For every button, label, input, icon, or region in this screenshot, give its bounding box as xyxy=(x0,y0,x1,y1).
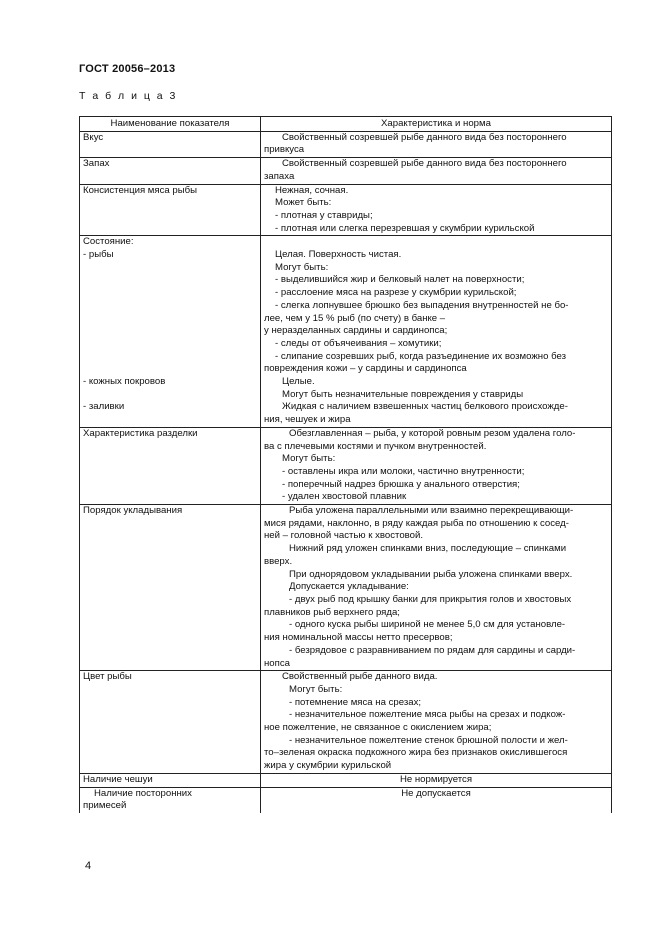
text-line: Нежная, сочная. xyxy=(275,184,349,196)
text-line: вверх. xyxy=(264,555,293,567)
text-line: - расслоение мяса на разрезе у скумбрии курильской; xyxy=(275,287,517,299)
row-color-name: Цвет рыбы xyxy=(80,671,261,774)
text-line: ней – головной частью к хвостовой. xyxy=(264,530,424,542)
row-consistency xyxy=(80,184,612,236)
text-line: При однорядовом укладывании рыба уложена спинками вверх. xyxy=(289,568,573,580)
condition-sub-skin: - кожных покровов xyxy=(83,375,166,387)
text-line: Наличие посторонних xyxy=(94,787,192,799)
row-taste xyxy=(80,131,612,157)
condition-sub-fish: - рыбы xyxy=(83,249,114,261)
text-line: Нижний ряд уложен спинками вниз, последующие – спинками xyxy=(289,543,567,555)
text-line: жира у скумбрии курильской xyxy=(264,760,392,772)
table-header-row xyxy=(80,117,612,132)
row-cutting xyxy=(80,427,612,504)
text-line: - удален хвостовой плавник xyxy=(282,491,407,503)
row-smell-name: Запах xyxy=(80,158,261,184)
row-condition-value xyxy=(261,236,612,428)
text-line: - безрядовое с разравниванием по рядам для сардины и сарди- xyxy=(289,644,576,656)
text-line: Могут быть: xyxy=(282,453,336,465)
row-impurities-name xyxy=(80,787,261,813)
row-scales-name: Наличие чешуи xyxy=(80,773,261,787)
text-line: Свойственный созревшей рыбе данного вида без постороннего xyxy=(282,131,567,143)
text-line: у неразделанных сардины и сардинопса; xyxy=(264,325,448,337)
text-line: Целая. Поверхность чистая. xyxy=(275,249,402,261)
text-line: - оставлены икра или молоки, частично внутренности; xyxy=(282,465,525,477)
row-packing-value xyxy=(261,505,612,671)
text-line: плавников рыб верхнего ряда; xyxy=(264,606,400,618)
row-impurities-value: Не допускается xyxy=(261,787,612,813)
text-line: - незначительное пожелтение мяса рыбы на срезах и подкож- xyxy=(289,709,566,721)
row-packing-name: Порядок укладывания xyxy=(80,505,261,671)
text-line: - плотная или слегка перезревшая у скумбрии курильской xyxy=(275,222,535,234)
text-line: примесей xyxy=(83,800,127,812)
row-smell xyxy=(80,158,612,184)
row-scales xyxy=(80,773,612,787)
text-line: - слегка лопнувшее брюшко без выпадения внутренностей не бо- xyxy=(275,299,569,311)
row-smell-value xyxy=(261,158,612,184)
text-line: Свойственный рыбе данного вида. xyxy=(282,671,438,683)
text-line: Могут быть: xyxy=(289,683,343,695)
text-line: Целые. xyxy=(282,376,315,388)
condition-label: Состояние: xyxy=(83,236,134,248)
text-line: ное пожелтение, не связанное с окислением жира; xyxy=(264,722,492,734)
row-consistency-value xyxy=(261,184,612,236)
text-line: Могут быть незначительные повреждения у ставриды xyxy=(282,388,524,400)
text-line: - поперечный надрез брюшка у анального отверстия; xyxy=(282,478,520,490)
row-color xyxy=(80,671,612,774)
text-line: - следы от объячеивания – хомутики; xyxy=(275,337,442,349)
text-line: Может быть: xyxy=(275,197,332,209)
text-line: Обезглавленная – рыба, у которой ровным резом удалена голо- xyxy=(289,427,576,439)
text-line: Жидкая с наличием взвешенных частиц белкового происхожде- xyxy=(282,401,568,413)
row-taste-name: Вкус xyxy=(80,131,261,157)
spec-table xyxy=(79,116,612,813)
row-packing xyxy=(80,505,612,671)
text-line: лее, чем у 15 % рыб (по счету) в банке – xyxy=(264,312,446,324)
row-condition-name xyxy=(80,236,261,428)
text-line: ния номинальной массы нетто пресервов; xyxy=(264,632,453,644)
col-header-indicator: Наименование показателя xyxy=(80,117,261,132)
text-line: Могут быть: xyxy=(275,261,329,273)
text-line: Допускается укладывание: xyxy=(289,581,409,593)
text-line: - одного куска рыбы шириной не менее 5,0 см для установле- xyxy=(289,619,566,631)
text-line: - слипание созревших рыб, когда разъединение их возможно без xyxy=(275,350,566,362)
text-line: Рыба уложена параллельными или взаимно перекрещивающи- xyxy=(289,505,574,517)
row-cutting-name: Характеристика разделки xyxy=(80,427,261,504)
row-consistency-name: Консистенция мяса рыбы xyxy=(80,184,261,236)
row-scales-value: Не нормируется xyxy=(261,773,612,787)
text-line: - выделившийся жир и белковый налет на поверхности; xyxy=(275,274,525,286)
text-line: - плотная у ставриды; xyxy=(275,209,373,221)
text-line: то–зеленая окраска подкожного жира без признаков окислившегося xyxy=(264,747,568,759)
text-line: Свойственный созревшей рыбе данного вида без постороннего xyxy=(282,158,567,170)
row-condition xyxy=(80,236,612,428)
page-number: 4 xyxy=(85,860,92,872)
text-line: мися рядами, наклонно, в ряду каждая рыба по отношению к сосед- xyxy=(264,517,569,529)
row-taste-value xyxy=(261,131,612,157)
text-line: повреждения кожи – у сардины и сардинопса xyxy=(264,363,467,375)
row-impurities xyxy=(80,787,612,813)
text-line: ва с плечевыми костями и пучком внутренностей. xyxy=(264,440,487,452)
col-header-norm: Характеристика и норма xyxy=(261,117,612,132)
text-line: нопса xyxy=(264,657,290,669)
row-cutting-value xyxy=(261,427,612,504)
table-caption: Т а б л и ц а 3 xyxy=(79,90,178,102)
document-header: ГОСТ 20056–2013 xyxy=(79,63,176,75)
text-line: ния, чешуек и жира xyxy=(264,414,351,426)
text-line: - двух рыб под крышку банки для прикрытия голов и хвостовых xyxy=(289,594,572,605)
condition-sub-fill: - заливки xyxy=(83,401,125,413)
text-line: - незначительное пожелтение стенок брюшной полости и жел- xyxy=(289,734,568,746)
text-line: запаха xyxy=(264,170,295,182)
text-line: привкуса xyxy=(264,144,305,156)
row-color-value xyxy=(261,671,612,774)
text-line: - потемнение мяса на срезах; xyxy=(289,696,422,708)
